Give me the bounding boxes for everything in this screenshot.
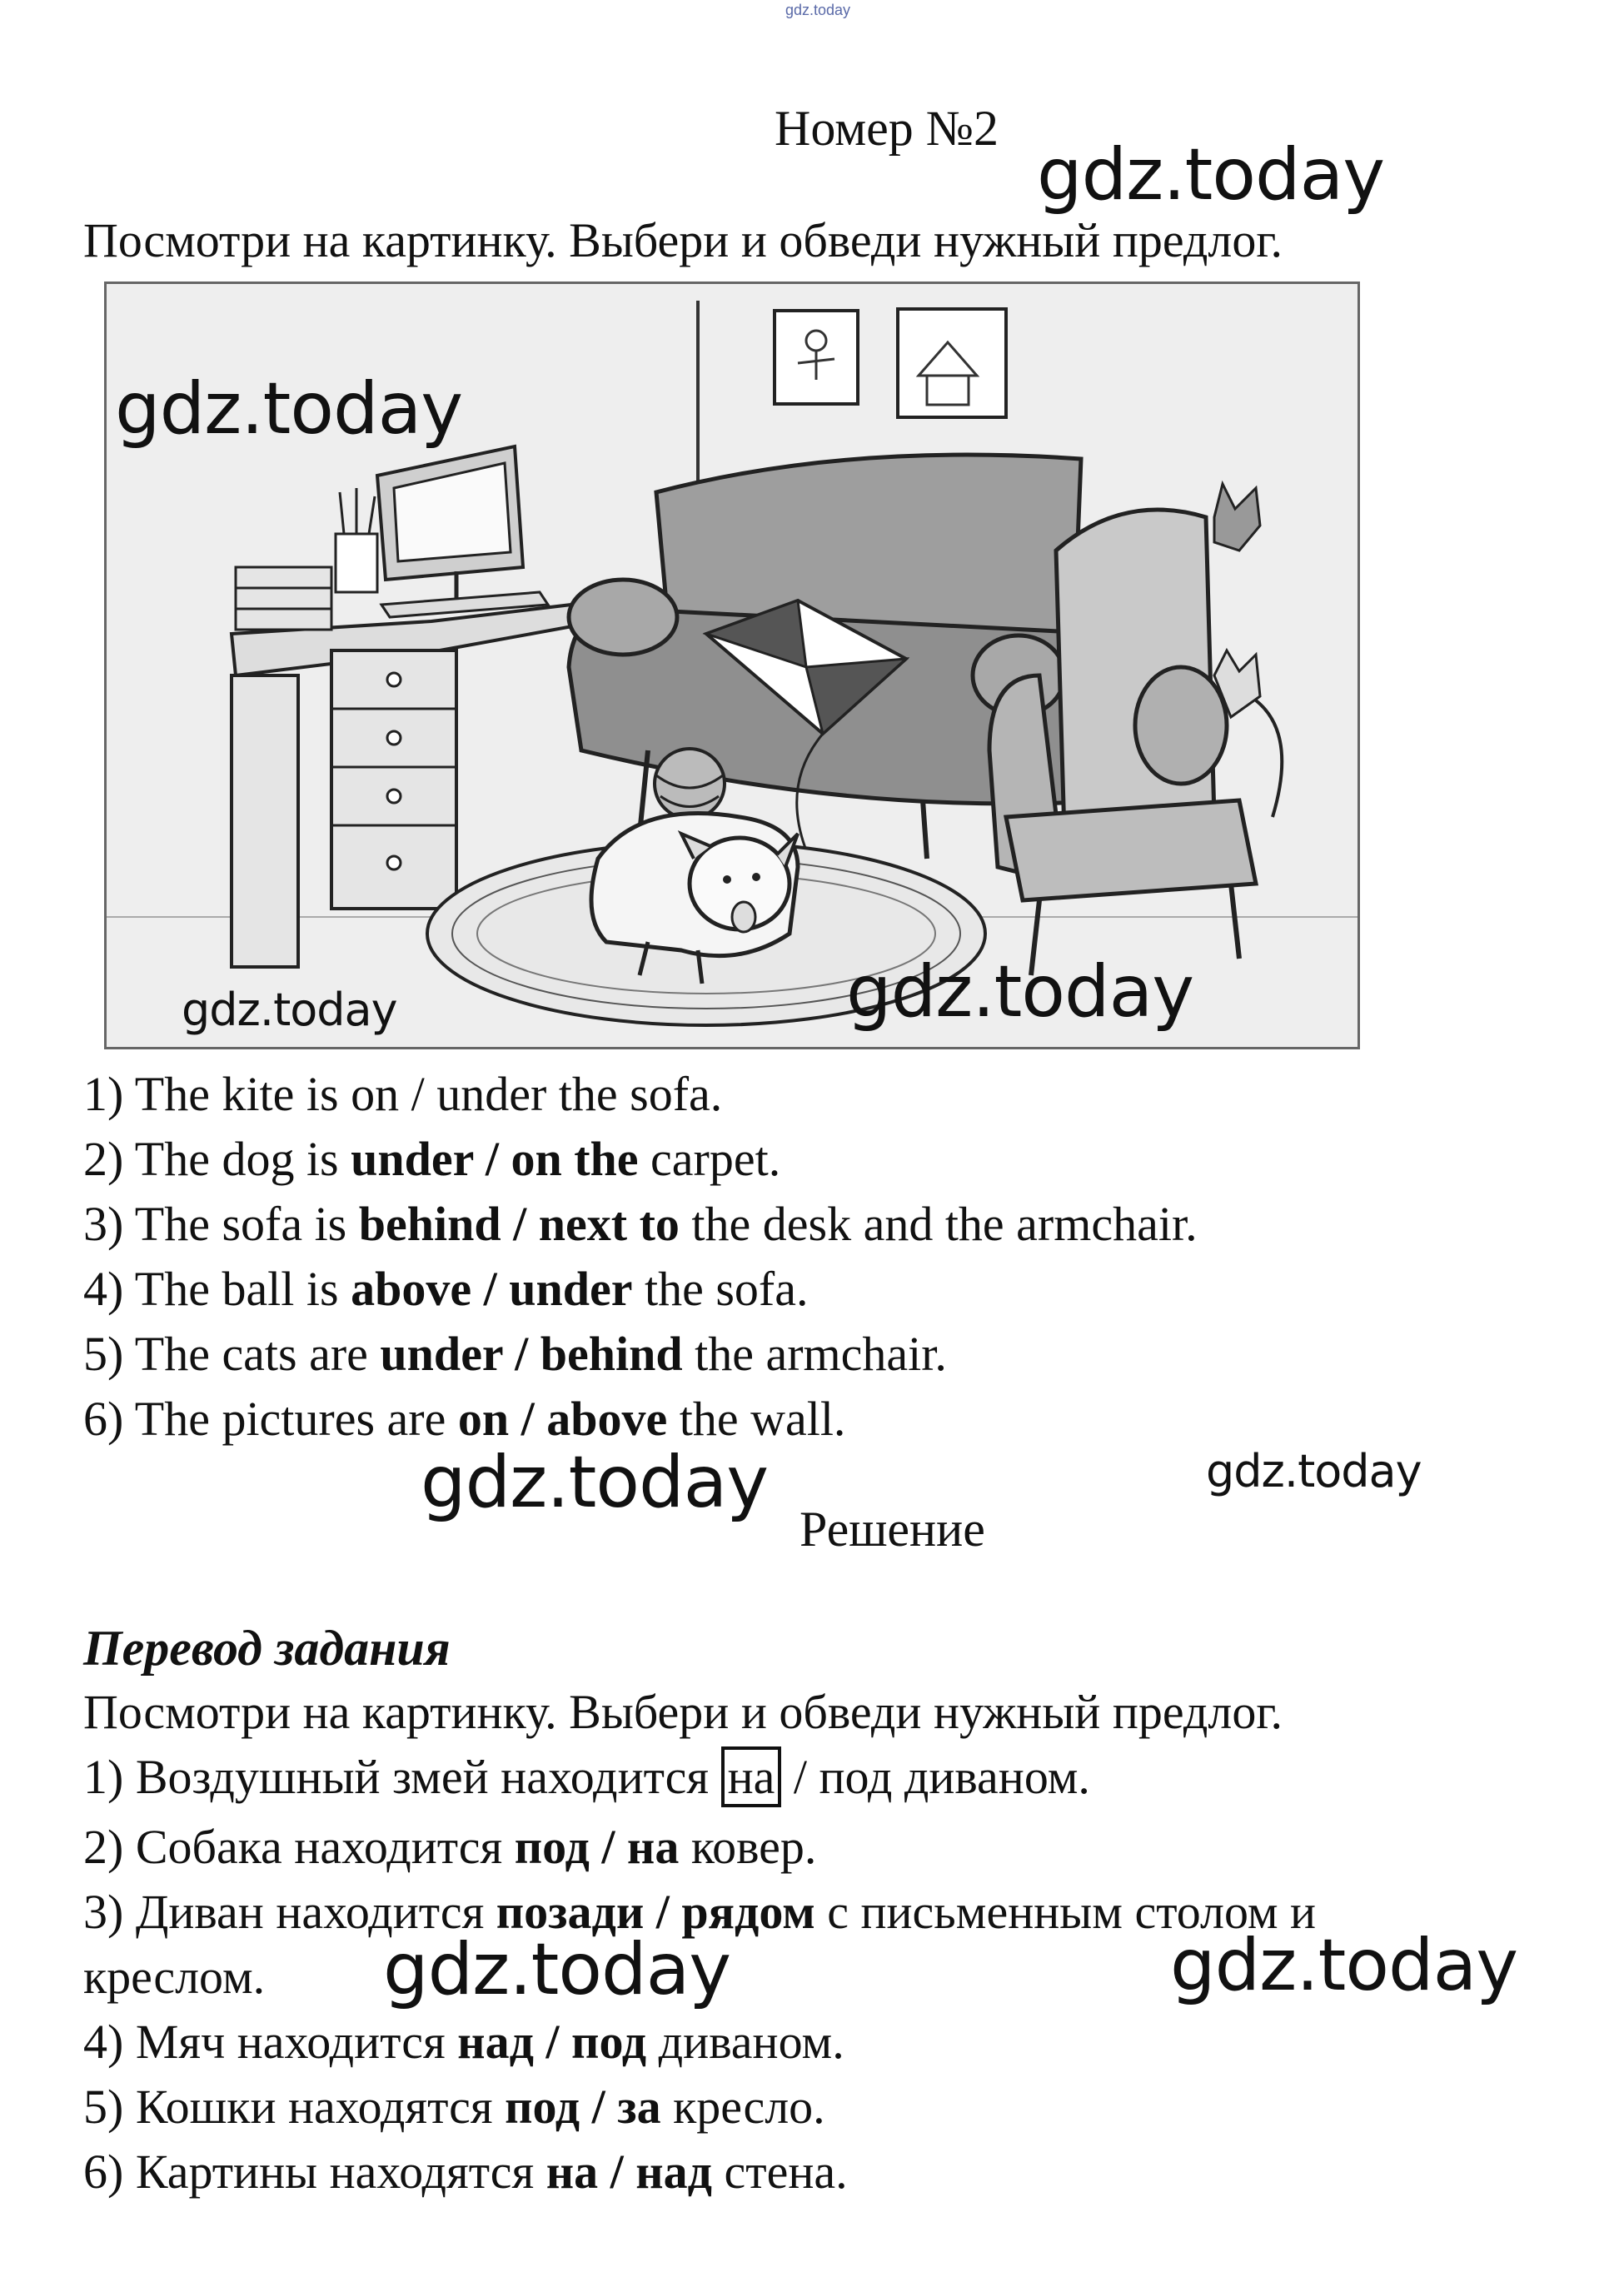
translation-item-2: 2) Собака находится под / на ковер. bbox=[83, 1820, 817, 1874]
translation-instruction: Посмотри на картинку. Выбери и обведи нужный предлог. bbox=[83, 1685, 1283, 1739]
room-illustration bbox=[104, 282, 1360, 1049]
translation-item-3: 3) Диван находится позади / рядом с письменным столом и bbox=[83, 1885, 1317, 1939]
watermark: gdz.today bbox=[1206, 1445, 1422, 1497]
instruction: Посмотри на картинку. Выбери и обведи нужный предлог. bbox=[83, 213, 1283, 267]
translation-item-6: 6) Картины находятся на / над стена. bbox=[83, 2145, 848, 2199]
top-watermark: gdz.today bbox=[785, 2, 851, 18]
exercise-item-6: 6) The pictures are on / above the wall. bbox=[83, 1392, 846, 1446]
translation-item-4: 4) Мяч находится над / под диваном. bbox=[83, 2015, 844, 2069]
wall-picture-left bbox=[775, 311, 858, 404]
exercise-item-3: 3) The sofa is behind / next to the desk and the armchair. bbox=[83, 1197, 1198, 1251]
exercise-item-2: 2) The dog is under / on the carpet. bbox=[83, 1132, 781, 1186]
wall-picture-right bbox=[898, 309, 1006, 417]
watermark: gdz.today bbox=[1170, 1924, 1518, 2007]
watermark: gdz.today bbox=[383, 1928, 731, 2011]
translation-title: Перевод задания bbox=[83, 1621, 451, 1676]
translation-item-1: 1) Воздушный змей находится на / под диваном. bbox=[83, 1749, 1090, 1805]
exercise-item-5: 5) The cats are under / behind the armchair. bbox=[83, 1327, 947, 1381]
watermark: gdz.today bbox=[1037, 133, 1385, 217]
translation-item-3-cont: креслом. bbox=[83, 1950, 266, 2004]
watermark: gdz.today bbox=[421, 1441, 769, 1524]
translation-item-5: 5) Кошки находятся под / за кресло. bbox=[83, 2080, 825, 2134]
exercise-item-1: 1) The kite is on / under the sofa. bbox=[83, 1067, 723, 1121]
circled-answer: на bbox=[721, 1746, 782, 1807]
watermark: gdz.today bbox=[115, 367, 463, 451]
solution-label: Решение bbox=[800, 1502, 985, 1557]
watermark: gdz.today bbox=[846, 950, 1194, 1034]
ball bbox=[655, 749, 725, 819]
books bbox=[236, 567, 331, 630]
watermark: gdz.today bbox=[182, 984, 397, 1036]
page-title: Номер №2 bbox=[775, 101, 999, 156]
exercise-item-4: 4) The ball is above / under the sofa. bbox=[83, 1262, 809, 1316]
